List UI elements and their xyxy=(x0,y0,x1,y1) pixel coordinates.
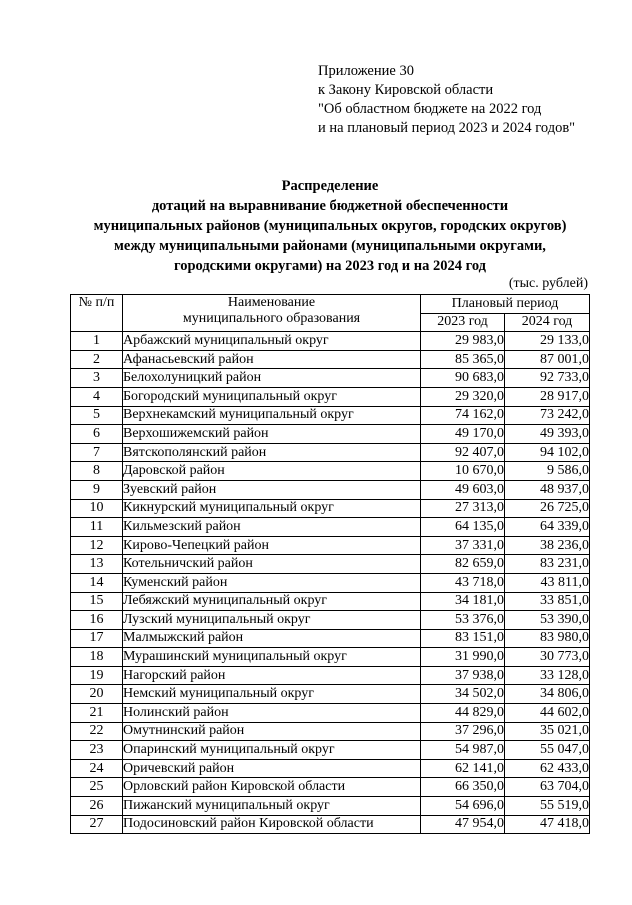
row-name: Орловский район Кировской области xyxy=(123,778,421,797)
row-number: 23 xyxy=(71,741,123,760)
row-name: Верхнекамский муниципальный округ xyxy=(123,406,421,425)
row-value-2023: 90 683,0 xyxy=(421,369,505,388)
header-name xyxy=(123,295,421,332)
row-name: Пижанский муниципальный округ xyxy=(123,797,421,816)
row-value-2023: 10 670,0 xyxy=(421,462,505,481)
table-row xyxy=(71,778,590,797)
table-row xyxy=(71,536,590,555)
table-row xyxy=(71,741,590,760)
appendix-line: к Закону Кировской области xyxy=(318,82,494,98)
row-value-2023: 82 659,0 xyxy=(421,555,505,574)
row-value-2024: 63 704,0 xyxy=(505,778,590,797)
row-name: Арбажский муниципальный округ xyxy=(123,332,421,351)
row-number: 7 xyxy=(71,443,123,462)
row-number: 11 xyxy=(71,518,123,537)
row-value-2023: 43 718,0 xyxy=(421,573,505,592)
row-value-2024: 64 339,0 xyxy=(505,518,590,537)
table-row xyxy=(71,350,590,369)
table-row xyxy=(71,815,590,834)
row-value-2023: 34 181,0 xyxy=(421,592,505,611)
row-value-2023: 37 331,0 xyxy=(421,536,505,555)
table-row xyxy=(71,685,590,704)
row-value-2024: 92 733,0 xyxy=(505,369,590,388)
row-number: 8 xyxy=(71,462,123,481)
appendix-line: "Об областном бюджете на 2022 год xyxy=(318,101,542,117)
row-value-2023: 29 983,0 xyxy=(421,332,505,351)
row-value-2023: 29 320,0 xyxy=(421,387,505,406)
row-value-2023: 62 141,0 xyxy=(421,759,505,778)
table-row xyxy=(71,797,590,816)
table-row xyxy=(71,666,590,685)
row-value-2023: 37 938,0 xyxy=(421,666,505,685)
row-name: Верхошижемский район xyxy=(123,425,421,444)
units-label: (тыс. рублей) xyxy=(508,276,588,291)
header-name-line: муниципального образования xyxy=(182,311,361,326)
row-value-2023: 49 170,0 xyxy=(421,425,505,444)
appendix-line: и на плановый период 2023 и 2024 годов" xyxy=(318,120,576,136)
table-row xyxy=(71,369,590,388)
row-name: Афанасьевский район xyxy=(123,350,421,369)
row-name: Лебяжский муниципальный округ xyxy=(123,592,421,611)
row-value-2024: 73 242,0 xyxy=(505,406,590,425)
row-number: 25 xyxy=(71,778,123,797)
row-name: Лузский муниципальный округ xyxy=(123,611,421,630)
row-name: Опаринский муниципальный округ xyxy=(123,741,421,760)
appendix-reference xyxy=(318,62,575,138)
table-row xyxy=(71,629,590,648)
header-planning-period: Плановый период xyxy=(421,295,590,314)
row-value-2024: 44 602,0 xyxy=(505,704,590,723)
row-number: 19 xyxy=(71,666,123,685)
row-value-2024: 26 725,0 xyxy=(505,499,590,518)
row-value-2023: 27 313,0 xyxy=(421,499,505,518)
title-line: городскими округами) на 2023 год и на 2024 год xyxy=(173,258,487,274)
table-row xyxy=(71,722,590,741)
subsidies-table xyxy=(70,294,590,834)
row-value-2024: 83 980,0 xyxy=(505,629,590,648)
row-value-2023: 74 162,0 xyxy=(421,406,505,425)
row-value-2023: 37 296,0 xyxy=(421,722,505,741)
document-title xyxy=(60,176,600,276)
row-name: Кирово-Чепецкий район xyxy=(123,536,421,555)
header-year-2023: 2023 год xyxy=(421,313,505,332)
row-value-2024: 62 433,0 xyxy=(505,759,590,778)
row-value-2023: 85 365,0 xyxy=(421,350,505,369)
row-number: 27 xyxy=(71,815,123,834)
row-value-2023: 53 376,0 xyxy=(421,611,505,630)
table-row xyxy=(71,759,590,778)
row-name: Куменский район xyxy=(123,573,421,592)
row-value-2023: 44 829,0 xyxy=(421,704,505,723)
table-row xyxy=(71,332,590,351)
row-name: Белохолуницкий район xyxy=(123,369,421,388)
row-value-2024: 48 937,0 xyxy=(505,480,590,499)
table-row xyxy=(71,573,590,592)
table-row xyxy=(71,387,590,406)
row-number: 12 xyxy=(71,536,123,555)
row-value-2024: 87 001,0 xyxy=(505,350,590,369)
title-line: дотаций на выравнивание бюджетной обеспеченности xyxy=(151,198,509,214)
table-row xyxy=(71,499,590,518)
row-value-2023: 54 696,0 xyxy=(421,797,505,816)
row-value-2023: 49 603,0 xyxy=(421,480,505,499)
table-row xyxy=(71,462,590,481)
row-name: Малмыжский район xyxy=(123,629,421,648)
appendix-line: Приложение 30 xyxy=(318,63,414,79)
row-value-2023: 92 407,0 xyxy=(421,443,505,462)
row-value-2024: 28 917,0 xyxy=(505,387,590,406)
row-number: 17 xyxy=(71,629,123,648)
table-row xyxy=(71,611,590,630)
row-value-2023: 54 987,0 xyxy=(421,741,505,760)
row-name: Нолинский район xyxy=(123,704,421,723)
table-row xyxy=(71,555,590,574)
row-name: Богородский муниципальный округ xyxy=(123,387,421,406)
row-value-2023: 34 502,0 xyxy=(421,685,505,704)
row-value-2023: 66 350,0 xyxy=(421,778,505,797)
table-row xyxy=(71,480,590,499)
row-number: 3 xyxy=(71,369,123,388)
row-value-2024: 38 236,0 xyxy=(505,536,590,555)
row-number: 13 xyxy=(71,555,123,574)
title-line: муниципальных районов (муниципальных округов, городских округов) xyxy=(93,218,567,234)
row-value-2023: 47 954,0 xyxy=(421,815,505,834)
table-row xyxy=(71,443,590,462)
row-number: 15 xyxy=(71,592,123,611)
table-row xyxy=(71,704,590,723)
row-number: 24 xyxy=(71,759,123,778)
table-header-row xyxy=(71,295,590,314)
row-value-2024: 35 021,0 xyxy=(505,722,590,741)
row-name: Кильмезский район xyxy=(123,518,421,537)
row-value-2024: 83 231,0 xyxy=(505,555,590,574)
row-name: Зуевский район xyxy=(123,480,421,499)
table-row xyxy=(71,518,590,537)
header-year-2024: 2024 год xyxy=(505,313,590,332)
row-name: Вятскополянский район xyxy=(123,443,421,462)
row-value-2024: 29 133,0 xyxy=(505,332,590,351)
row-number: 16 xyxy=(71,611,123,630)
row-value-2024: 53 390,0 xyxy=(505,611,590,630)
table-row xyxy=(71,592,590,611)
row-number: 10 xyxy=(71,499,123,518)
row-name: Кикнурский муниципальный округ xyxy=(123,499,421,518)
row-value-2023: 83 151,0 xyxy=(421,629,505,648)
row-number: 2 xyxy=(71,350,123,369)
row-value-2024: 9 586,0 xyxy=(505,462,590,481)
row-value-2024: 34 806,0 xyxy=(505,685,590,704)
row-number: 20 xyxy=(71,685,123,704)
row-number: 1 xyxy=(71,332,123,351)
row-number: 6 xyxy=(71,425,123,444)
row-number: 5 xyxy=(71,406,123,425)
row-value-2023: 64 135,0 xyxy=(421,518,505,537)
row-number: 18 xyxy=(71,648,123,667)
title-line: между муниципальными районами (муниципальными округами, xyxy=(114,238,546,254)
row-number: 14 xyxy=(71,573,123,592)
row-name: Нагорский район xyxy=(123,666,421,685)
row-value-2024: 55 047,0 xyxy=(505,741,590,760)
title-line: Распределение xyxy=(281,178,379,194)
row-number: 22 xyxy=(71,722,123,741)
row-name: Оричевский район xyxy=(123,759,421,778)
table-row xyxy=(71,648,590,667)
row-name: Немский муниципальный округ xyxy=(123,685,421,704)
row-value-2024: 30 773,0 xyxy=(505,648,590,667)
header-number: № п/п xyxy=(71,295,123,332)
row-number: 4 xyxy=(71,387,123,406)
table-row xyxy=(71,425,590,444)
row-value-2024: 43 811,0 xyxy=(505,573,590,592)
row-value-2024: 55 519,0 xyxy=(505,797,590,816)
row-number: 26 xyxy=(71,797,123,816)
row-value-2024: 47 418,0 xyxy=(505,815,590,834)
row-name: Омутнинский район xyxy=(123,722,421,741)
row-name: Даровской район xyxy=(123,462,421,481)
header-name-line: Наименование xyxy=(227,295,316,310)
row-value-2024: 33 851,0 xyxy=(505,592,590,611)
table-body xyxy=(71,332,590,834)
row-value-2024: 33 128,0 xyxy=(505,666,590,685)
row-number: 9 xyxy=(71,480,123,499)
table-row xyxy=(71,406,590,425)
row-name: Мурашинский муниципальный округ xyxy=(123,648,421,667)
row-number: 21 xyxy=(71,704,123,723)
row-value-2023: 31 990,0 xyxy=(421,648,505,667)
row-name: Котельничский район xyxy=(123,555,421,574)
row-value-2024: 94 102,0 xyxy=(505,443,590,462)
row-name: Подосиновский район Кировской области xyxy=(123,815,421,834)
row-value-2024: 49 393,0 xyxy=(505,425,590,444)
